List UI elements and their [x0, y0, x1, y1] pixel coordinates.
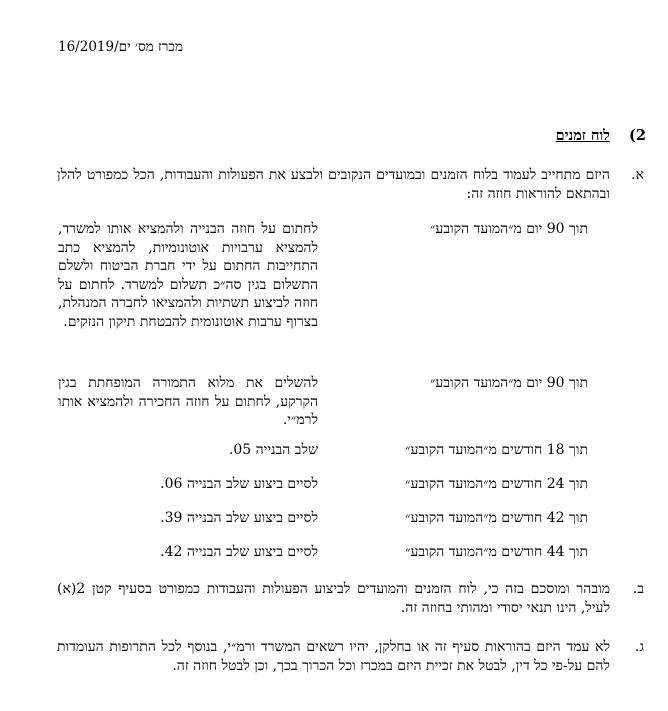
schedule-deadline: תוך 90 יום מ״המועד הקובע״	[430, 221, 588, 237]
schedule-action: לסיים ביצוע שלב הבנייה 42.	[160, 544, 318, 560]
schedule-deadline: תוך 18 חודשים מ״המועד הקובע״	[405, 442, 588, 458]
schedule-action: שלב הבנייה 05.	[228, 442, 318, 458]
schedule-action: לסיים ביצוע שלב הבנייה 39.	[160, 510, 318, 526]
section-heading	[556, 127, 646, 145]
section-number: 2)	[629, 127, 646, 144]
paragraph-c	[57, 638, 644, 675]
schedule-deadline: תוך 90 יום מ״המועד הקובע״	[430, 375, 588, 391]
paragraph-text: היזם מתחייב לעמוד בלוח הזמנים ובמועדים הנקובים ולבצע את הפעולות והעבודות, הכל כמפורט להלן ובהתאם להוראות חוזה זה:	[57, 167, 610, 202]
paragraph-a	[57, 166, 644, 203]
schedule-deadline: תוך 24 חודשים מ״המועד הקובע״	[405, 476, 588, 492]
schedule-action: להשלים את מלוא התמורה המופחתת בגין הקרקע, לחתום על חוזה החכירה ולהמציא אותו לרמ״י.	[58, 375, 318, 428]
paragraph-letter: א.	[631, 167, 644, 183]
tender-reference: מכרז מס׳ ים/16/2019	[58, 39, 183, 55]
schedule-action: לסיים ביצוע שלב הבנייה 06.	[160, 476, 318, 492]
paragraph-text: לא עמד היזם בהוראות סעיף זה או בחלקן, יהיו רשאים המשרד ורמ״י, בנוסף לכל התרופות העומדות להם על-פי כל דין, לבטל את זכיית היזם במכרז וכל הכרוך בכך, וכן לבטל חוזה זה.	[57, 639, 610, 674]
paragraph-letter: ג.	[634, 639, 644, 655]
paragraph-b	[57, 580, 644, 617]
schedule-deadline: תוך 42 חודשים מ״המועד הקובע״	[405, 510, 588, 526]
section-title: לוח זמנים	[555, 127, 610, 144]
schedule-action: לחתום על חוזה הבנייה ולהמציא אותו למשרד, להמציא ערבויות אוטונומיות, להמציא כתב התחייבות החתום על ידי חברת הביטוח ולשלם התשלום בגין סה״כ תשלום למשרד. לחתום על חוזה לביצוע תשתיות ולהמציאו לחברה המנהלת, בצרוף ערבות אוטונומית להבטחת תיקון הנזקים.	[58, 221, 318, 330]
schedule-deadline: תוך 44 חודשים מ״המועד הקובע״	[405, 544, 588, 560]
paragraph-text: מובהר ומוסכם בזה כי, לוח הזמנים והמועדים לביצוע הפעולות והעבודות כמפורט בסעיף קטן 2(א) לעיל, הינו תנאי יסודי ומהותי בחוזה זה.	[57, 581, 610, 616]
paragraph-letter: ב.	[632, 581, 644, 597]
